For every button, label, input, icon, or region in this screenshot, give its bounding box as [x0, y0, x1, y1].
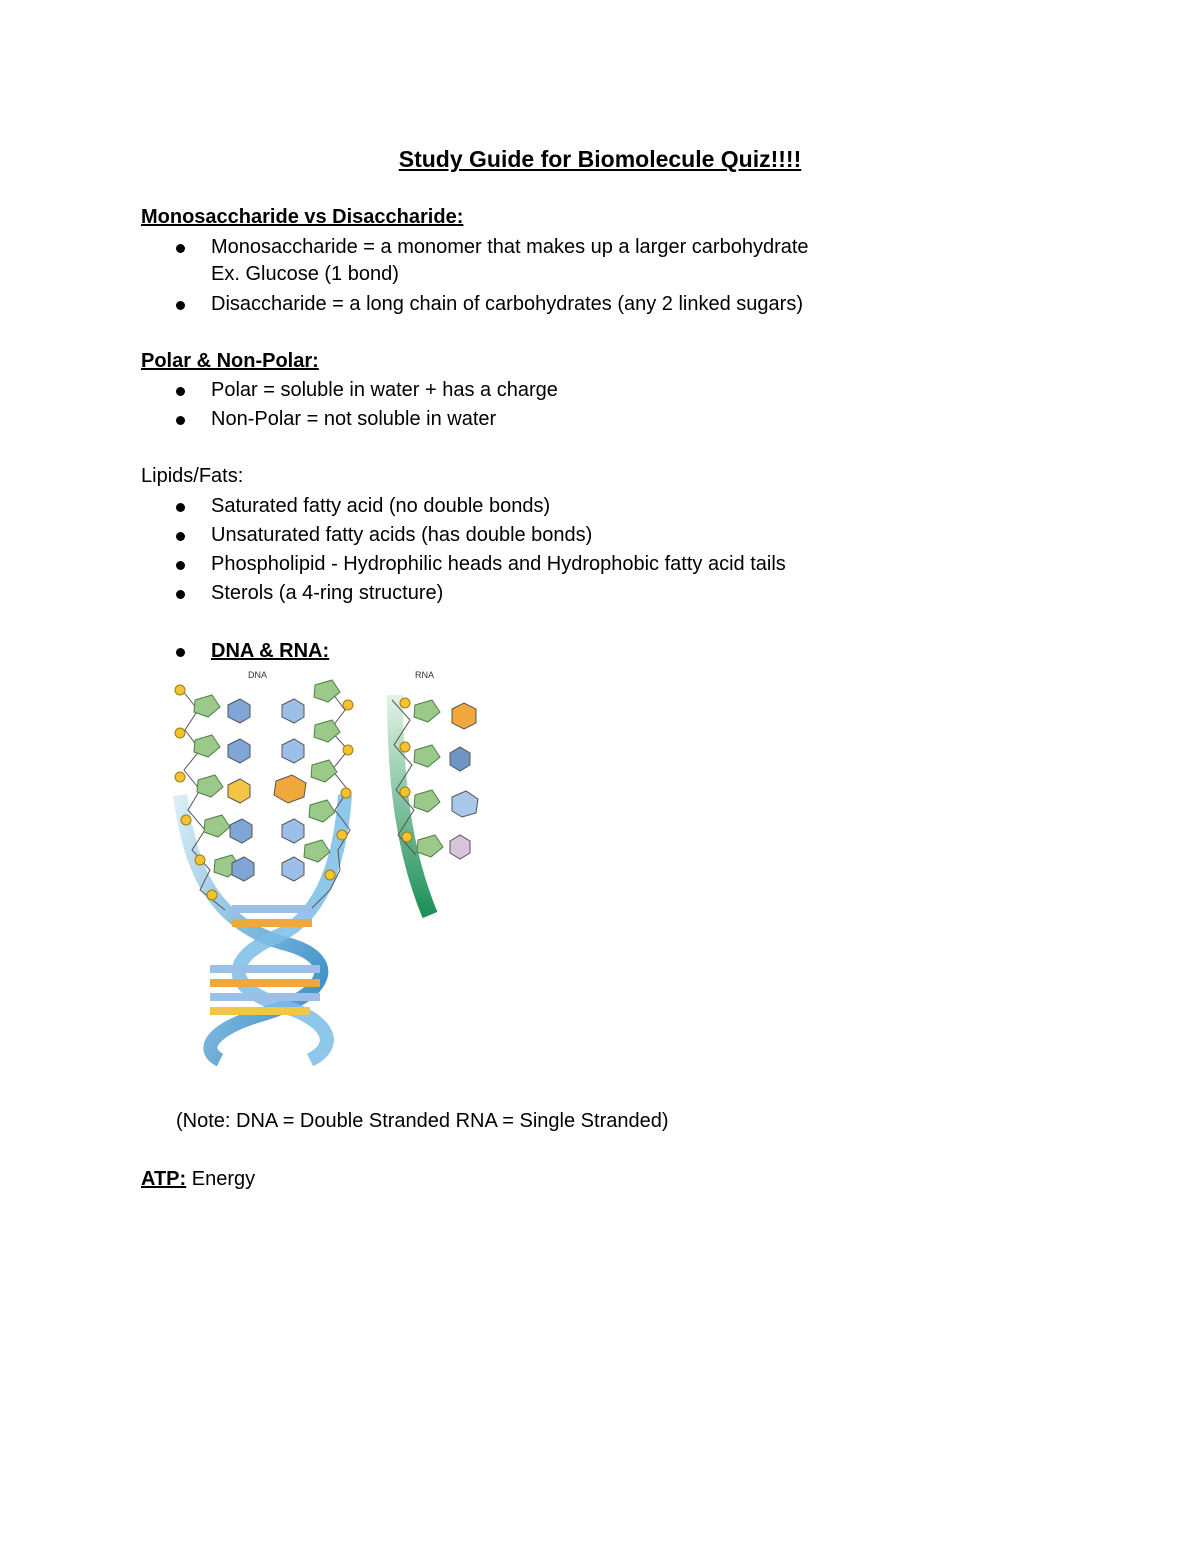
section-heading-mono-di: Monosaccharide vs Disaccharide: [141, 206, 464, 228]
bullet-icon [176, 590, 185, 599]
rna-sugars [414, 700, 443, 857]
atp-line [141, 1168, 255, 1191]
list-item: Disaccharide = a long chain of carbohydrates (any 2 linked sugars) [141, 290, 1041, 319]
bullet-icon [176, 503, 185, 512]
example-text: Ex. Glucose (1 bond) [211, 263, 399, 285]
dna-base-pairs [210, 905, 320, 1015]
bullet-icon [176, 387, 185, 396]
list-item: Saturated fatty acid (no double bonds) [141, 492, 1041, 521]
list-item [141, 637, 1041, 666]
polar-list [141, 376, 1041, 434]
list-item: Monosaccharide = a monomer that makes up a larger carbohydrate [141, 233, 1041, 262]
section-heading-nucleic: DNA & RNA: [211, 640, 330, 662]
atp-label: ATP: [141, 1168, 187, 1190]
bullet-icon [176, 301, 185, 310]
list-item: Non-Polar = not soluble in water [141, 405, 1041, 434]
list-item: Unsaturated fatty acids (has double bonds) [141, 521, 1041, 550]
bullet-icon [176, 244, 185, 253]
dna-rna-note: (Note: DNA = Double Stranded RNA = Single Stranded) [176, 1110, 669, 1132]
mono-di-list-2 [141, 290, 1041, 319]
atp-text: Energy [186, 1168, 256, 1190]
dna-rna-figure [170, 665, 490, 1075]
dna-sugars [194, 680, 340, 877]
rna-figure-label: RNA [415, 670, 435, 680]
section-heading-lipids: Lipids/Fats: [141, 465, 244, 487]
list-item: Sterols (a 4-ring structure) [141, 579, 1041, 608]
page-title: Study Guide for Biomolecule Quiz!!!! [398, 146, 802, 172]
section-heading-polar: Polar & Non-Polar: [141, 350, 319, 372]
dna-rna-diagram [170, 665, 490, 1075]
bullet-icon [176, 648, 185, 657]
bullet-icon [176, 561, 185, 570]
list-item: Polar = soluble in water + has a charge [141, 376, 1041, 405]
mono-di-list [141, 233, 1041, 262]
lipids-list [141, 492, 1041, 608]
dna-figure-label: DNA [248, 670, 268, 680]
nucleic-list [141, 637, 1041, 666]
rna-bases [450, 703, 478, 859]
list-item: Phospholipid - Hydrophilic heads and Hydrophobic fatty acid tails [141, 550, 1041, 579]
bullet-icon [176, 416, 185, 425]
dna-bases [228, 699, 306, 881]
bullet-icon [176, 532, 185, 541]
